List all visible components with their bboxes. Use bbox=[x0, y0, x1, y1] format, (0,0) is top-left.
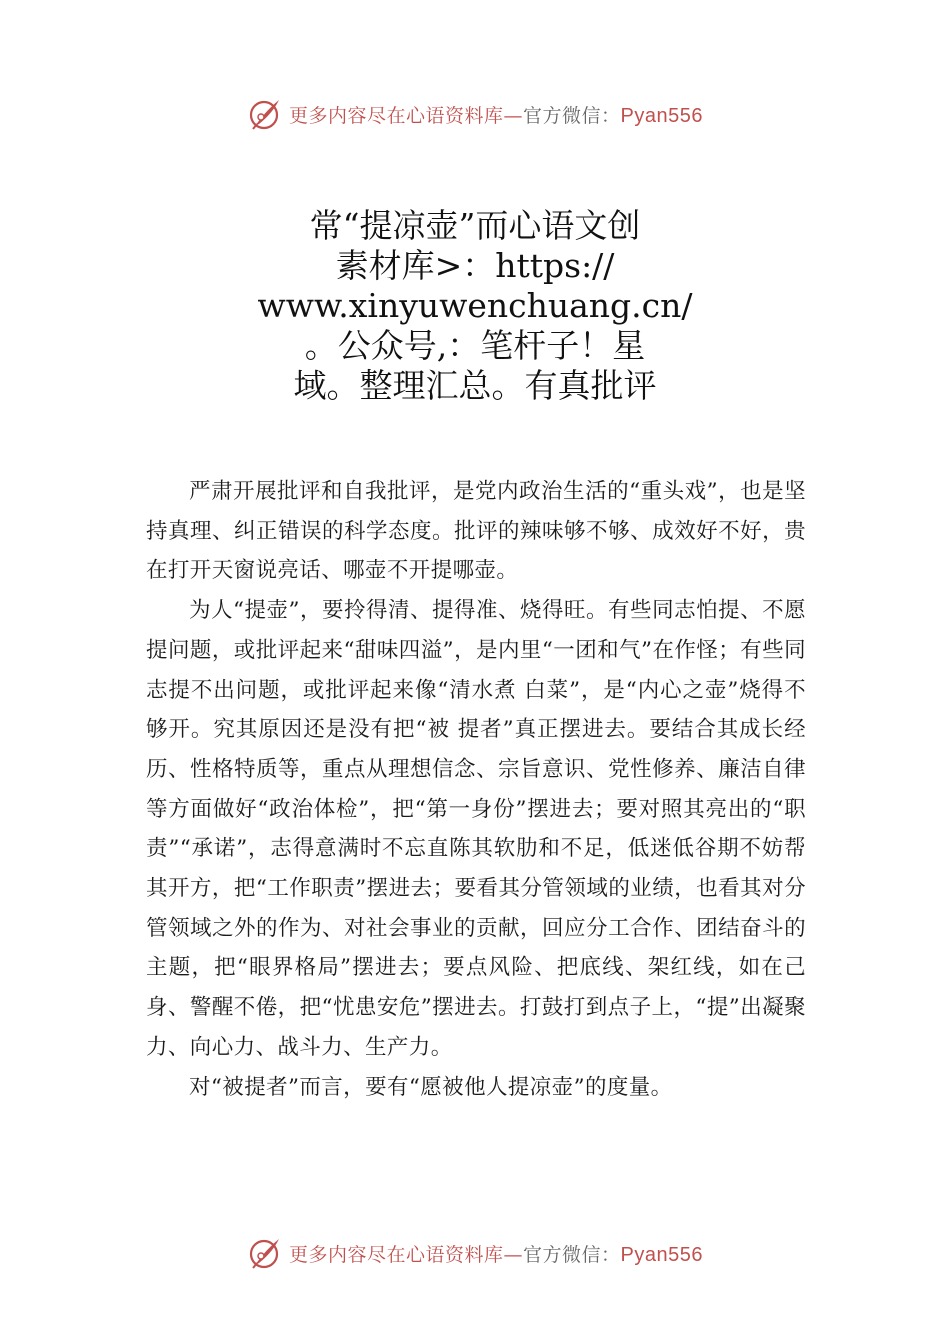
banner-separator: — bbox=[503, 104, 524, 127]
banner-main-text: 更多内容尽在心语资料库 bbox=[289, 1243, 504, 1266]
quill-pen-logo-icon bbox=[247, 96, 283, 132]
title-line: 素材库>：https:// bbox=[335, 246, 615, 285]
banner-wechat-label: 官方微信： bbox=[523, 104, 621, 127]
banner-text bbox=[289, 1240, 703, 1267]
document-title bbox=[0, 206, 950, 406]
footer-banner bbox=[0, 1233, 950, 1273]
title-line: 。公众号,：笔杆子！星 bbox=[304, 326, 646, 365]
document-body bbox=[146, 472, 806, 1107]
banner-main-text: 更多内容尽在心语资料库 bbox=[289, 104, 504, 127]
title-line: 域。整理汇总。有真批评 bbox=[293, 366, 657, 405]
body-paragraph: 对“被提者”而言，要有“愿被他人提凉壶”的度量。 bbox=[189, 1074, 673, 1100]
title-line: www.xinyuwenchuang.cn/ bbox=[257, 286, 693, 325]
body-paragraph: 为人“提壶”，要拎得清、提得准、烧得旺。有些同志怕提、不愿提问题，或批评起来“甜味四溢”，是内里“一团和气”在作怪；有些同志提不出问题，或批评起来像“清水煮 白菜”，是“内心之壶”烧得不够开。究其原因还是没有把“被 提者”真正摆进去。要结合其成长经历、性格特质等，重点从理想信念、宗旨意识、党性修养、廉洁自律等方面做好“政治体检”，把“第一身份”摆进去；要对照其亮出的“职责”“承诺”，志得意满时不忘直陈其软肋和不足，低迷低谷期不妨帮其开方，把“工作职责”摆进去；要看其分管领域的业绩，也看其对分管领域之外的作为、对社会事业的贡献，回应分工合作、团结奋斗的主题，把“眼界格局”摆进去；要点风险、把底线、架红线，如在己身、警醒不倦，把“忧患安危”摆进去。打鼓打到点子上，“提”出凝聚力、向心力、战斗力、生产力。 bbox=[146, 598, 806, 1060]
header-banner bbox=[0, 94, 950, 134]
body-paragraph: 严肃开展批评和自我批评，是党内政治生活的“重头戏”，也是坚持真理、纠正错误的科学态度。批评的辣味够不够、成效好不好，贵在打开天窗说亮话、哪壶不开提哪壶。 bbox=[146, 479, 806, 584]
banner-wechat-id: Pyan556 bbox=[620, 104, 703, 127]
banner-text bbox=[289, 101, 703, 128]
quill-pen-logo-icon bbox=[247, 1235, 283, 1271]
banner-separator: — bbox=[503, 1243, 524, 1266]
banner-wechat-id: Pyan556 bbox=[620, 1243, 703, 1266]
banner-wechat-label: 官方微信： bbox=[523, 1243, 621, 1266]
title-line: 常“提凉壶”而心语文创 bbox=[309, 206, 641, 245]
